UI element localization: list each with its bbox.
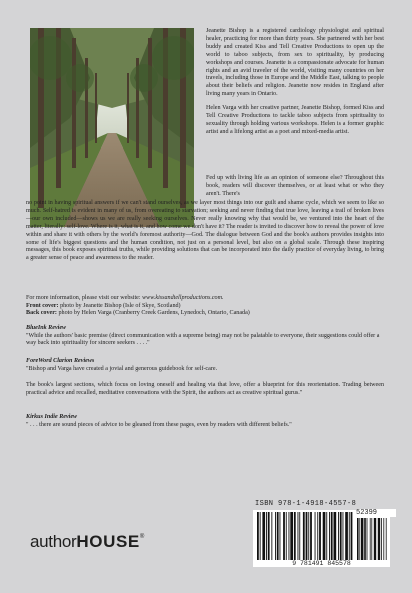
- review-blueink: [26, 325, 384, 348]
- book-description: no point in having spiritual answers if we can't stand ourselves, as we layer most things into our guilt and shame cycle, which we seem to like so much. Self-hatred is evident in many of us, from overeating to starvation; seeking and never finding that true love, leaving a trail of broken lives—our own included—shows us we are really seeking ourselves. Never really knowing why that would be, we ventured into the heart of the matter, literally: self-love. Where is it, what is it, and how come we don't have it? The reader is invited to discover how to reveal the power of love within and share it with others by the world's foremost authority—God. The dialogue between God and the book's authors provides insights into some of life's biggest questions and the human condition, not just on a personal level, but also on a global scale. Through these inspiring messages, this book exposes spiritual truths, while providing solutions that can be incorporated into the daily practice of everyday living, to bring a greater sense of peace and awareness to the reader.: [26, 200, 384, 262]
- review-quote: "While the authors' basic premise (direct communication with a supreme being) may not be palatable to everyone, their suggestions could offer a way back into spirituality for sincere seekers . . . .": [26, 332, 380, 347]
- website-link[interactable]: www.kissandtellproductions.com.: [142, 295, 224, 301]
- back-cover-label: Back cover:: [26, 310, 57, 317]
- back-cover-text: photo by Helen Varga (Cranberry Creek Gardens, Lynedoch, Ontario, Canada): [56, 310, 250, 317]
- price-code: 52399: [356, 509, 396, 517]
- barcode: [253, 510, 390, 565]
- review-summary: The book's largest sections, which focus on loving oneself and healing via that love, offer a blueprint for this reorientation. Trading between practical advice and recalled, meditative conversations with the Spirit, the authors act as creative spiritual gurus.": [26, 382, 384, 396]
- logo-part-author: author: [30, 532, 77, 551]
- barcode-bars: [253, 510, 390, 562]
- back-cover-credit: [26, 310, 384, 318]
- logo-registered-mark: ®: [139, 534, 144, 540]
- website-line: [26, 295, 384, 303]
- bio-helen: Helen Varga with her creative partner, Jeanette Bishop, formed Kiss and Tell Creative Productions to tackle taboo subjects from spirituality to sexuality through holding various workshops. Helen is a former graphic artist and a lifelong artist as a poet and mixed-media artist.: [206, 105, 384, 135]
- front-cover-text: photo by Jeanette Bishop (Isle of Skye, Scotland): [58, 302, 181, 309]
- website-prefix: For more information, please visit our website:: [26, 295, 143, 301]
- bio-jeanette: Jeanette Bishop is a registered cardiology physiologist and spiritual healer, practicing for more than thirty years. She partnered with her best buddy and created Kiss and Tell Creative Productions to open up the world to taboo subjects, from sex to spirituality, by producing workshops and courses. Jeanette is a compassionate advocate for human rights and an avid traveler of the world, visiting many countries on her travels, including those in Europe and the Middle East, talking to people about their beliefs and religion. Jeanette now resides in England after living many years in Ontario.: [206, 28, 384, 98]
- review-source: ForeWord Clarion Reviews: [26, 358, 95, 364]
- isbn-label: ISBN 978-1-4918-4557-8: [255, 500, 357, 508]
- review-foreword: [26, 358, 384, 373]
- author-bio: [206, 28, 384, 143]
- logo-part-house: HOUSE: [76, 532, 140, 551]
- review-source: Kirkus Indie Review: [26, 414, 78, 420]
- intro-text: Fed up with living life as an opinion of someone else? Throughout this book, readers will discover themselves, or at least what or who they aren't. There's: [206, 175, 384, 197]
- barcode-digits: 9 781491 845578: [253, 560, 390, 567]
- credits-info: [26, 295, 384, 318]
- review-source: BlueInk Review: [26, 325, 67, 331]
- cover-photo-tree-avenue: [30, 28, 194, 227]
- review-kirkus: [26, 414, 384, 429]
- front-cover-label: Front cover:: [26, 302, 59, 309]
- authorhouse-logo: [30, 532, 144, 552]
- review-quote: "Bishop and Varga have created a jovial and generous guidebook for self-care.: [26, 365, 218, 372]
- review-quote: " . . . there are sound pieces of advice to be gleaned from these pages, even by readers with different beliefs.": [26, 421, 292, 428]
